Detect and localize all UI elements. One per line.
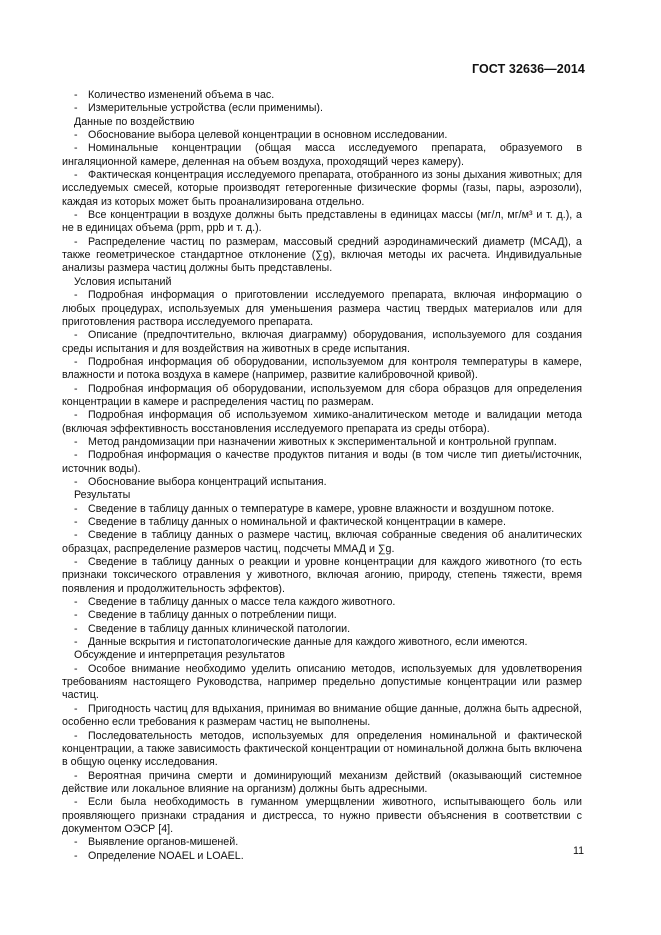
list-item xyxy=(62,383,582,410)
list-item-text: Описание (предпочтительно, включая диаграмму) оборудования, используемого для создания среды испытания и для воздействия на животных в среде испытания. xyxy=(62,329,582,355)
list-dash: - xyxy=(74,702,78,715)
list-item-text: Сведение в таблицу данных о потреблении пищи. xyxy=(88,609,337,622)
list-dash: - xyxy=(74,516,78,528)
list-dash: - xyxy=(74,609,78,622)
list-item-text: Обоснование выбора концентраций испытания. xyxy=(88,475,327,488)
list-item xyxy=(62,636,582,649)
list-item xyxy=(62,770,582,797)
list-item-text: Сведение в таблицу данных о температуре в камере, уровне влажности и воздушном потоке. xyxy=(88,502,555,515)
list-item xyxy=(62,796,582,836)
list-item-text: Измерительные устройства (если применимы). xyxy=(88,102,323,115)
list-item-text: Подробная информация о приготовлении исследуемого препарата, включая информацию о любых процедурах, используемых для уменьшения размера частиц твердых материалов или для приготовления раствора исследуемого препарата. xyxy=(62,289,582,328)
list-dash: - xyxy=(74,769,78,782)
list-dash: - xyxy=(74,729,78,742)
list-item-text: Определение NOAEL и LOAEL. xyxy=(88,849,244,862)
document-body xyxy=(62,89,585,863)
list-dash: - xyxy=(74,289,78,302)
list-dash: - xyxy=(74,449,78,462)
list-dash: - xyxy=(74,142,78,155)
list-item xyxy=(62,596,582,609)
list-dash: - xyxy=(74,89,78,101)
list-dash: - xyxy=(74,836,78,849)
list-item-text: Пригодность частиц для вдыхания, принимая во внимание общие данные, должна быть адресной, особенно если требования к размерам частиц не выполнены. xyxy=(62,702,582,729)
list-dash: - xyxy=(74,355,78,368)
list-dash: - xyxy=(74,169,78,182)
list-item xyxy=(62,663,582,703)
list-item-text: Подробная информация об оборудовании, используемом для контроля температуры в камере, влажности и потока воздуха в камере (например, развитие калибровочной кривой). xyxy=(62,355,582,382)
list-item-text: Подробная информация о качестве продуктов питания и воды (в том числе тип диеты/источник, источник воды). xyxy=(62,449,582,475)
list-item-text: Подробная информация об используемом химико-аналитическом методе и валидации метода (включая эффективность восстановления исследуемого препарата из среды отбора). xyxy=(62,409,582,435)
list-item xyxy=(62,703,582,730)
page-number: 11 xyxy=(573,845,585,857)
list-item xyxy=(62,556,582,596)
list-item xyxy=(62,289,582,329)
list-dash: - xyxy=(74,435,78,448)
list-item-text: Метод рандомизации при назначении животных к экспериментальной и контрольной группам. xyxy=(88,435,557,448)
list-dash: - xyxy=(74,502,78,515)
list-item xyxy=(62,529,582,556)
list-item xyxy=(62,89,582,102)
list-item-text: Распределение частиц по размерам, массовый средний аэродинамический диаметр (МСАД), а также геометрическое стандартное отклонение (∑g), включая методы их расчета. Индивидуальные анализы размера частиц должны быть представлены. xyxy=(62,235,582,275)
list-item-text: Если была необходимость в гуманном умерщвлении животного, испытывающего боль или проявляющего признаки страдания и дистресса, то нужно привести объяснения в соответствии с документом ОЭСР [4]. xyxy=(62,796,582,835)
list-item-text: Сведение в таблицу данных о массе тела каждого животного. xyxy=(88,596,396,609)
list-item xyxy=(62,169,582,209)
list-item xyxy=(62,102,582,115)
list-dash: - xyxy=(74,556,78,569)
list-item-text: Подробная информация об оборудовании, используемом для сбора образцов для определения концентрации в камере и распределения частиц по размерам. xyxy=(62,382,582,408)
list-item xyxy=(62,436,582,449)
list-item-text: Вероятная причина смерти и доминирующий механизм действий (оказывающий системное действие или локальное влияние на организм) должны быть адресными. xyxy=(62,769,582,795)
list-item xyxy=(62,209,582,236)
list-dash: - xyxy=(74,102,78,115)
list-item xyxy=(62,730,582,770)
list-item-text: Номинальные концентрации (общая масса исследуемого препарата, образуемого в ингаляционной камере, деленная на объем воздуха, проходящий через камеру). xyxy=(62,142,582,168)
list-item xyxy=(62,129,582,142)
list-dash: - xyxy=(74,796,78,809)
list-item-text: Сведение в таблицу данных о реакции и уровне концентрации для каждого животного (то есть признаки токсического отравления у животного, включая агонию, природу, степень тяжести, время появления и продолжительность эффектов). xyxy=(62,556,582,595)
list-dash: - xyxy=(74,622,78,635)
list-dash: - xyxy=(74,209,78,222)
list-item xyxy=(62,449,582,476)
standard-designation: ГОСТ 32636—2014 xyxy=(471,62,585,76)
list-item xyxy=(62,623,582,636)
list-item xyxy=(62,503,582,516)
section-heading: Условия испытаний xyxy=(74,275,172,288)
section-heading: Данные по воздействию xyxy=(74,115,195,128)
list-item-text: Выявление органов-мишеней. xyxy=(88,836,239,849)
list-item-text: Данные вскрытия и гистопатологические данные для каждого животного, если имеются. xyxy=(88,636,528,649)
list-item-text: Обоснование выбора целевой концентрации в основном исследовании. xyxy=(88,129,448,142)
list-item-text: Сведение в таблицу данных о размере частиц, включая собранные сведения об аналитических образцах, распределение размеров частиц, подсчеты ММАД и ∑g. xyxy=(62,529,582,555)
list-dash: - xyxy=(74,329,78,342)
list-item-text: Количество изменений объема в час. xyxy=(88,89,275,101)
list-dash: - xyxy=(74,596,78,609)
list-dash: - xyxy=(74,129,78,142)
list-item-text: Все концентрации в воздухе должны быть представлены в единицах массы (мг/л, мг/м³ и т. д.), а не в единицах объема (ppm, ppb и т. д.). xyxy=(62,209,582,235)
list-dash: - xyxy=(74,662,78,675)
list-item xyxy=(62,142,582,169)
list-dash: - xyxy=(74,475,78,488)
list-item xyxy=(62,850,582,863)
section-heading: Обсуждение и интерпретация результатов xyxy=(74,649,285,662)
list-dash: - xyxy=(74,636,78,649)
list-item-text: Особое внимание необходимо уделить описанию методов, используемых для удовлетворения требованиям настоящего Руководства, например предельно допустимые концентрации или размер частиц. xyxy=(62,662,582,702)
list-item xyxy=(62,609,582,622)
section-heading: Результаты xyxy=(74,489,131,502)
list-dash: - xyxy=(74,529,78,542)
list-item xyxy=(62,236,582,276)
list-item-text: Фактическая концентрация исследуемого препарата, отобранного из зоны дыхания животных; для исследуемых смесей, которые производят гетерогенные физические формы (газы, пары, аэрозоли), каждая из которых может быть проанализирована отдельно. xyxy=(62,169,582,208)
list-item-text: Сведение в таблицу данных о номинальной и фактической концентрации в камере. xyxy=(88,516,506,528)
list-dash: - xyxy=(74,235,78,248)
list-item xyxy=(62,329,582,356)
list-item-text: Сведение в таблицу данных клинической патологии. xyxy=(88,622,351,635)
list-item xyxy=(62,356,582,383)
list-item xyxy=(62,409,582,436)
list-item xyxy=(62,476,582,489)
list-item-text: Последовательность методов, используемых для определения номинальной и фактической концентрации, а также зависимость фактической концентрации от номинальной должна быть включена в общую оценку исследования. xyxy=(62,729,582,769)
list-dash: - xyxy=(74,382,78,395)
list-dash: - xyxy=(74,849,78,862)
list-item xyxy=(62,516,582,529)
list-item xyxy=(62,836,582,849)
list-dash: - xyxy=(74,409,78,422)
